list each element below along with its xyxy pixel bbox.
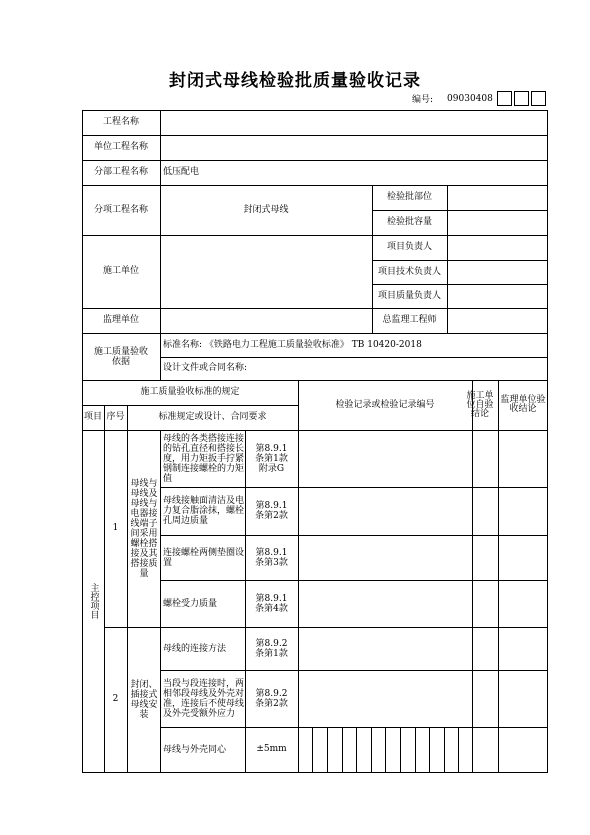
row-5-clause: 第8.9.2条第1款 [255, 638, 288, 659]
subitem-value[interactable]: 封闭式母线 [243, 204, 289, 215]
supervisor-label: 监理单位 [102, 315, 139, 325]
main-control-label: 主控项目 [88, 583, 99, 619]
code-box-1[interactable] [497, 91, 512, 106]
supervisor-result-header: 监理单位验收结论 [500, 395, 546, 414]
record-header: 检验记录或检验记录编号 [335, 399, 435, 410]
project-name-field[interactable] [160, 110, 548, 135]
row-4-requirement: 螺栓受力质量 [163, 598, 218, 609]
unit-project-label: 单位工程名称 [93, 142, 148, 152]
row-2-requirement: 母线接触面清洁及电力复合脂涂抹，螺栓孔周边质量 [163, 496, 245, 526]
division-value[interactable]: 低压配电 [163, 167, 200, 177]
supervisor-field[interactable] [160, 308, 372, 333]
contractor-result-header: 施工单位自验结论 [466, 390, 494, 419]
row-4-clause: 第8.9.1条第4款 [255, 593, 288, 614]
batch-part-field[interactable] [447, 185, 548, 210]
code-box-2[interactable] [514, 91, 529, 106]
batch-capacity-field[interactable] [447, 210, 548, 235]
seq-header: 序号 [106, 412, 125, 422]
row-1-requirement: 母线的各类搭接连接的钻孔直径和搭接长度，用力矩扳手拧紧钢制连接螺栓的力矩值 [163, 433, 245, 484]
std-rules-header: 施工质量验收标准的规定 [140, 387, 240, 397]
row-3-requirement: 连接螺栓两侧垫圈设置 [163, 547, 245, 568]
row-2-clause: 第8.9.1条第2款 [255, 501, 288, 521]
row-3-clause: 第8.9.1条第3款 [255, 547, 288, 568]
item-header: 项目 [83, 412, 102, 422]
row-6-clause: 第8.9.2条第2款 [255, 688, 288, 709]
row-5-requirement: 母线的连接方法 [163, 643, 227, 654]
row-1-clause: 第8.9.1条第1款附录G [255, 443, 288, 474]
project-manager-label: 项目负责人 [386, 242, 432, 252]
code-label: 编号: [412, 95, 434, 105]
form-code [412, 91, 546, 106]
division-label: 分部工程名称 [93, 167, 148, 177]
basis-label: 施工质量验收依据 [93, 346, 148, 367]
group-seq-1: 1 [112, 523, 119, 533]
code-box-3[interactable] [531, 91, 546, 106]
group-name-1: 母线与母线及母线与电器接线端子间采用螺栓搭接及其搭接质量 [130, 478, 158, 579]
batch-capacity-label: 检验批容量 [386, 217, 432, 227]
subitem-label: 分项工程名称 [93, 204, 148, 215]
group-name-2: 封闭、插接式母线安装 [130, 679, 158, 720]
contractor-field[interactable] [160, 235, 372, 308]
code-value: 09030408 [447, 93, 493, 104]
row-7-requirement: 母线与外壳同心 [163, 744, 227, 755]
requirements-header: 标准规定或设计、合同要求 [158, 412, 267, 422]
chief-engineer-label: 总监理工程师 [382, 315, 437, 325]
row-7-tolerance: ±5mm [256, 744, 287, 754]
batch-part-label: 检验批部位 [386, 192, 432, 202]
row-6-requirement: 当段与段连接时，两相邻段母线及外壳对准，连接后不使母线及外壳受额外应力 [163, 678, 245, 719]
group-seq-2: 2 [112, 694, 119, 704]
tech-manager-label: 项目技术负责人 [377, 266, 441, 277]
page-title: 封闭式母线检验批质量验收记录 [169, 71, 421, 91]
standard-name: 标准名称: 《铁路电力工程施工质量验收标准》 TB 10420-2018 [163, 339, 422, 350]
unit-project-field[interactable] [160, 135, 548, 160]
contractor-label: 施工单位 [102, 266, 139, 276]
quality-manager-label: 项目质量负责人 [377, 290, 441, 301]
design-docs[interactable]: 设计文件或合同名称: [163, 363, 248, 373]
project-name-label: 工程名称 [102, 117, 139, 127]
